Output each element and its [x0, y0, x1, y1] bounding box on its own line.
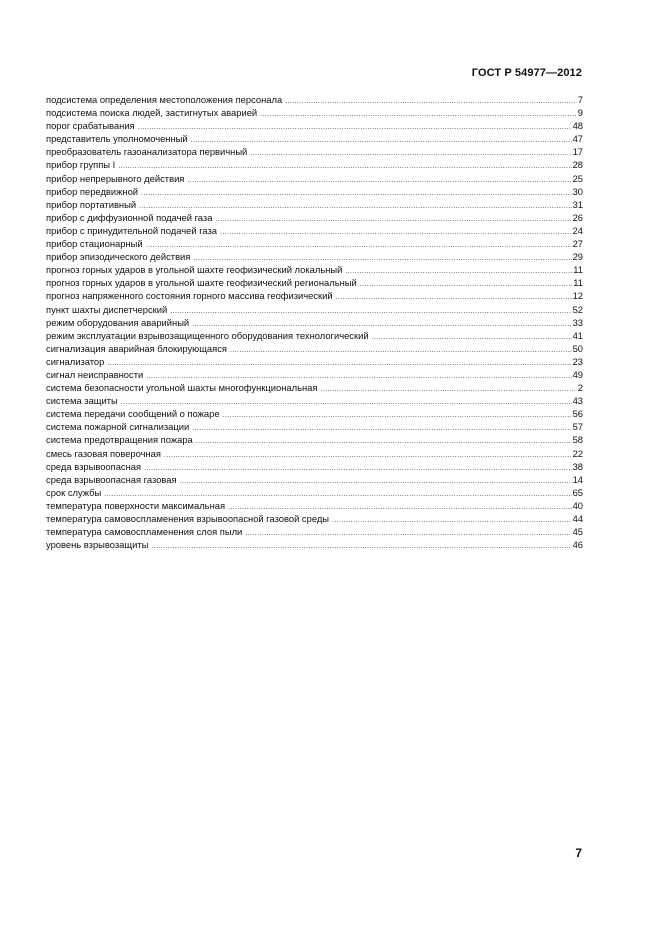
index-page-reference: 43 [572, 395, 583, 407]
index-page-reference: 7 [577, 94, 583, 105]
index-page-reference: 49 [572, 368, 583, 380]
index-term: уровень взрывозащиты [46, 539, 149, 551]
index-entry [46, 394, 583, 407]
index-entry [46, 460, 583, 473]
index-entry [46, 250, 583, 263]
index-page-reference: 45 [572, 526, 583, 538]
index-term: срок службы [46, 486, 102, 498]
index-entry [46, 93, 583, 106]
index-entry [46, 486, 583, 499]
index-term: система защиты [46, 395, 118, 407]
dot-leader [151, 540, 571, 553]
dot-leader [320, 383, 576, 396]
index-page-reference: 25 [572, 172, 583, 184]
index-entry [46, 316, 583, 329]
index-page-reference: 48 [572, 120, 583, 132]
index-page-reference: 33 [572, 316, 583, 328]
index-page-reference: 23 [572, 355, 583, 367]
index-entry [46, 224, 583, 237]
dot-leader [138, 121, 572, 134]
index-entry [46, 473, 583, 486]
index-entry [46, 198, 583, 211]
dot-leader [220, 226, 572, 239]
dot-leader [187, 174, 571, 187]
alphabetical-term-index [46, 93, 583, 551]
index-entry [46, 368, 583, 381]
index-term: сигнализация аварийная блокирующаяся [46, 342, 227, 354]
index-term: прогноз горных ударов в угольной шахте геофизический региональный [46, 277, 357, 289]
index-page-reference: 27 [572, 238, 583, 250]
dot-leader [170, 305, 571, 318]
index-entry [46, 185, 583, 198]
index-entry [46, 303, 583, 316]
index-entry [46, 145, 583, 158]
index-page-reference: 38 [572, 460, 583, 472]
index-entry [46, 211, 583, 224]
dot-leader [144, 462, 571, 475]
index-entry [46, 447, 583, 460]
index-page-reference: 57 [572, 421, 583, 433]
dot-leader [360, 278, 573, 291]
index-entry [46, 355, 583, 368]
page-number: 7 [575, 846, 582, 860]
index-page-reference: 28 [572, 159, 583, 171]
index-page-reference: 22 [572, 447, 583, 459]
dot-leader [372, 331, 572, 344]
index-term: прибор с диффузионной подачей газа [46, 211, 213, 223]
index-term: температура самовоспламенения взрывоопасной газовой среды [46, 513, 330, 524]
dot-leader [141, 187, 572, 200]
index-term: режим эксплуатации взрывозащищенного оборудования технологический [46, 329, 369, 341]
index-page-reference: 26 [572, 211, 583, 223]
index-term: прибор с принудительной подачей газа [46, 224, 218, 236]
index-entry [46, 420, 583, 433]
index-term: прибор группы I [46, 159, 116, 171]
dot-leader [196, 435, 572, 448]
index-page-reference: 9 [577, 107, 583, 119]
index-entry [46, 158, 583, 171]
dot-leader [250, 147, 571, 160]
index-term: система предотвращения пожара [46, 434, 193, 446]
index-term: представитель уполномоченный [46, 133, 188, 145]
index-entry [46, 172, 583, 185]
index-entry [46, 381, 583, 394]
index-term: прибор стационарный [46, 238, 143, 250]
index-page-reference: 41 [572, 329, 583, 341]
index-page-reference: 11 [573, 277, 583, 289]
index-entry [46, 132, 583, 145]
index-entry [46, 407, 583, 420]
index-term: подсистема поиска людей, застигнутых аварией [46, 107, 258, 119]
index-term: пункт шахты диспетчерский [46, 303, 168, 315]
index-page-reference: 40 [572, 499, 583, 511]
index-term: прибор непрерывного действия [46, 172, 185, 184]
index-term: порог срабатывания [46, 120, 135, 132]
index-page-reference: 24 [572, 224, 583, 236]
document-header: ГОСТ Р 54977—2012 [471, 67, 582, 79]
index-entry [46, 329, 583, 342]
index-entry [46, 525, 583, 538]
index-term: температура самовоспламенения слоя пыли [46, 526, 243, 538]
dot-leader [260, 108, 577, 121]
index-term: подсистема определения местоположения персонала [46, 94, 283, 105]
index-term: прогноз горных ударов в угольной шахте геофизический локальный [46, 264, 343, 276]
dot-leader [336, 291, 572, 304]
index-entry [46, 499, 583, 512]
index-entry [46, 433, 583, 446]
index-term: температура поверхности максимальная [46, 499, 226, 511]
index-page-reference: 47 [572, 133, 583, 145]
index-term: среда взрывоопасная газовая [46, 473, 177, 485]
dot-leader [180, 475, 572, 488]
index-term: прибор эпизодического действия [46, 251, 191, 263]
dot-leader [285, 95, 577, 108]
index-entry [46, 119, 583, 132]
index-page-reference: 50 [572, 342, 583, 354]
index-entry [46, 237, 583, 250]
index-page-reference: 44 [572, 513, 583, 524]
index-entry [46, 106, 583, 119]
index-term: система пожарной сигнализации [46, 421, 190, 433]
index-entry [46, 538, 583, 551]
index-term: сигнализатор [46, 355, 105, 367]
index-entry [46, 263, 583, 276]
dot-leader [245, 527, 571, 540]
index-page-reference: 58 [572, 434, 583, 446]
index-term: смесь газовая поверочная [46, 447, 161, 459]
index-term: система передачи сообщений о пожаре [46, 408, 220, 420]
index-term: режим оборудования аварийный [46, 316, 190, 328]
index-term: преобразователь газоанализатора первичный [46, 146, 248, 158]
dot-leader [146, 239, 572, 252]
index-page-reference: 52 [572, 303, 583, 315]
index-page-reference: 17 [572, 146, 583, 158]
index-page-reference: 31 [572, 198, 583, 210]
index-page-reference: 46 [572, 539, 583, 551]
index-term: система безопасности угольной шахты многофункциональная [46, 382, 318, 394]
index-term: сигнал неисправности [46, 368, 144, 380]
index-term: прибор передвижной [46, 185, 139, 197]
index-page-reference: 65 [572, 486, 583, 498]
index-entry [46, 342, 583, 355]
index-entry [46, 512, 583, 525]
dot-leader [345, 265, 572, 278]
dot-leader [215, 213, 571, 226]
index-entry [46, 289, 583, 302]
index-entry [46, 276, 583, 289]
index-page-reference: 56 [572, 408, 583, 420]
index-page-reference: 29 [572, 251, 583, 263]
dot-leader [107, 357, 571, 370]
dot-leader [192, 422, 571, 435]
dot-leader [332, 514, 572, 527]
index-page-reference: 2 [577, 382, 583, 394]
index-page-reference: 14 [572, 473, 583, 485]
dot-leader [230, 344, 572, 357]
index-term: прогноз напряженного состояния горного массива геофизический [46, 290, 333, 302]
index-page-reference: 11 [573, 264, 583, 276]
index-term: прибор портативный [46, 198, 137, 210]
index-term: среда взрывоопасная [46, 460, 142, 472]
index-page-reference: 12 [572, 290, 583, 302]
dot-leader [223, 409, 572, 422]
dot-leader [164, 449, 572, 462]
index-page-reference: 30 [572, 185, 583, 197]
